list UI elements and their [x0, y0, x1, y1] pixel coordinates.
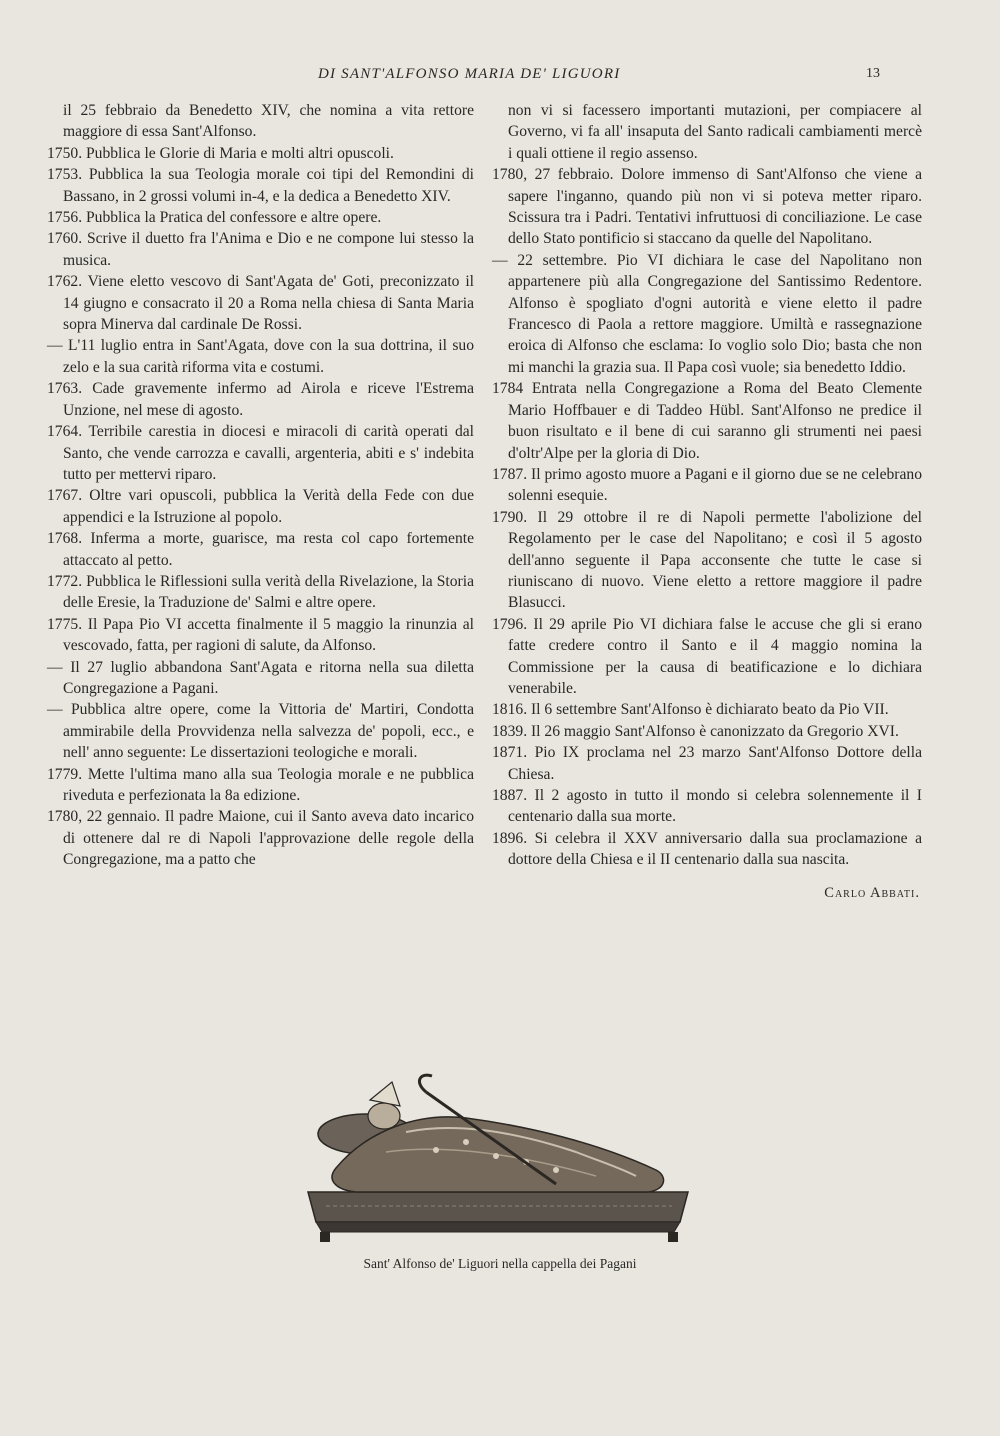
chronology-entry: 1756. Pubblica la Pratica del confessore e altre opere.: [47, 209, 382, 227]
chronology-entry: 1775. Il Papa Pio VI accetta finalmente il 5 maggio la rinunzia al vescovado, fatta, per ragioni di salute, da Alfonso.: [47, 615, 474, 655]
chronology-entry: — L'11 luglio entra in Sant'Agata, dove con la sua dottrina, il suo zelo e la sua carità riforma vita e costumi.: [47, 337, 474, 376]
right-column: [492, 100, 922, 904]
chronology-entry: — Pubblica altre opere, come la Vittoria de' Martiri, Condotta ammirabile della Provvidenza nella salvezza de' popoli, ecc., e nell' anno seguente: Le dissertazioni teologiche e morali.: [47, 701, 474, 762]
chronology-entry: 1784 Entrata nella Congregazione a Roma del Beato Clemente Mario Hoffbauer e di Taddeo Hübl. Sant'Alfonso ne predice il buon risultato e il bene di cui saranno gli strumenti nei paesi d'oltr'Alpe per la gloria di Dio.: [492, 380, 922, 462]
chronology-entry: 1787. Il primo agosto muore a Pagani e il giorno due se ne celebrano solenni esequie.: [492, 465, 922, 505]
page-number: 13: [866, 66, 880, 81]
chronology-entry: 1753. Pubblica la sua Teologia morale coi tipi del Remondini di Bassano, in 2 grossi volumi in-4, e la dedica a Benedetto XIV.: [47, 166, 474, 205]
running-title: DI SANT'ALFONSO MARIA DE' LIGUORI: [318, 66, 621, 82]
chronology-entry: 1764. Terribile carestia in diocesi e miracoli di carità operati dal Santo, che vende carrozza e cavalli, argenteria, abiti e s' indebita tutto per mettervi riparo.: [47, 423, 474, 483]
chronology-entry: 1772. Pubblica le Riflessioni sulla verità della Rivelazione, la Storia delle Eresie, la Traduzione de' Salmi e altre opere.: [47, 572, 474, 612]
chronology-entry: — Il 27 luglio abbandona Sant'Agata e ritorna nella sua diletta Congregazione a Pagani.: [47, 658, 474, 697]
chronology-entry: 1816. Il 6 settembre Sant'Alfonso è dichiarato beato da Pio VII.: [492, 701, 889, 719]
author-signature: Carlo Abbati.: [824, 884, 920, 901]
chronology-entry: 1796. Il 29 aprile Pio VI dichiara false le accuse che gli si erano fatte credere contro il Santo e il 4 maggio nomina la Commissione per la causa di beatificazione e lo dichiara venerabile.: [492, 615, 922, 697]
chronology-entry: 1780, 22 gennaio. Il padre Maione, cui il Santo aveva dato incarico di ottenere dal re di Napoli l'approvazione delle regole della Congregazione, ma a patto che: [47, 808, 474, 869]
chronology-entry: 1871. Pio IX proclama nel 23 marzo Sant'Alfonso Dottore della Chiesa.: [492, 744, 922, 783]
chronology-entry: 1763. Cade gravemente infermo ad Airola e riceve l'Estrema Unzione, nel mese di agosto.: [47, 380, 474, 419]
chronology-entry: 1767. Oltre vari opuscoli, pubblica la Verità della Fede con due appendici e la Istruzione al popolo.: [47, 487, 474, 526]
chronology-entry: 1760. Scrive il duetto fra l'Anima e Dio e ne compone lui stesso la musica.: [47, 230, 474, 269]
chronology-entry: 1762. Viene eletto vescovo di Sant'Agata de' Goti, preconizzato il 14 giugno e consacrato il 20 a Roma nella chiesa di Santa Maria sopra Minerva dal cardinale De Rossi.: [47, 273, 474, 334]
chronology-entry: 1768. Inferma a morte, guarisce, ma resta col capo fortemente attaccato al petto.: [47, 530, 474, 569]
chronology-entry: 1887. Il 2 agosto in tutto il mondo si celebra solennemente il I centenario dalla sua morte.: [492, 787, 922, 826]
chronology-entry: — 22 settembre. Pio VI dichiara le case del Napolitano non appartenere più alla Congregazione del Santissimo Redentore. Alfonso è spogliato d'ogni autorità e viene eletto il padre Francesco di Paola a rettore maggiore. Umiltà e rassegnazione eroica di Alfonso che esclama: Io voglio solo Dio; basta che non mi manchi la grazia sua. Il Papa così vuole; sia benedetto Iddio.: [492, 251, 922, 376]
chronology-entry: 1780, 27 febbraio. Dolore immenso di Sant'Alfonso che viene a sapere l'inganno, quando più non vi si poteva metter riparo. Scissura tra i Padri. Tentativi infruttuosi di conciliazione. Le case dello Stato pontificio si staccano da quelle del Napolitano.: [492, 166, 922, 248]
chronology-entry: 1779. Mette l'ultima mano alla sua Teologia morale e ne pubblica riveduta e perfezionata la 8a edizione.: [47, 765, 474, 804]
chronology-entry: 1896. Si celebra il XXV anniversario dalla sua proclamazione a dottore della Chiesa e il II centenario dalla sua nascita.: [492, 829, 922, 869]
left-column: [47, 100, 474, 871]
chronology-entry: il 25 febbraio da Benedetto XIV, che nomina a vita rettore maggiore di essa Sant'Alfonso.: [63, 102, 474, 141]
figure-caption: Sant' Alfonso de' Liguori nella cappella dei Pagani: [363, 1256, 637, 1271]
reliquary-illustration: [296, 1072, 700, 1252]
chronology-entry: 1790. Il 29 ottobre il re di Napoli permette l'abolizione del Regolamento per le case del Napolitano; e così il 5 agosto dell'anno seguente il Papa acconsente che tutte le case si riuniscano di nuovo. Viene eletto a rettore maggiore il padre Blasucci.: [492, 508, 922, 612]
chronology-entry: 1839. Il 26 maggio Sant'Alfonso è canonizzato da Gregorio XVI.: [492, 722, 899, 740]
chronology-entry: non vi si facessero importanti mutazioni, per compiacere al Governo, vi fa all' insaputa del Santo radicali cambiamenti mercè i quali ottiene il regio assenso.: [508, 102, 922, 162]
running-head: [0, 66, 1000, 86]
chronology-entry: 1750. Pubblica le Glorie di Maria e molti altri opuscoli.: [47, 144, 394, 162]
